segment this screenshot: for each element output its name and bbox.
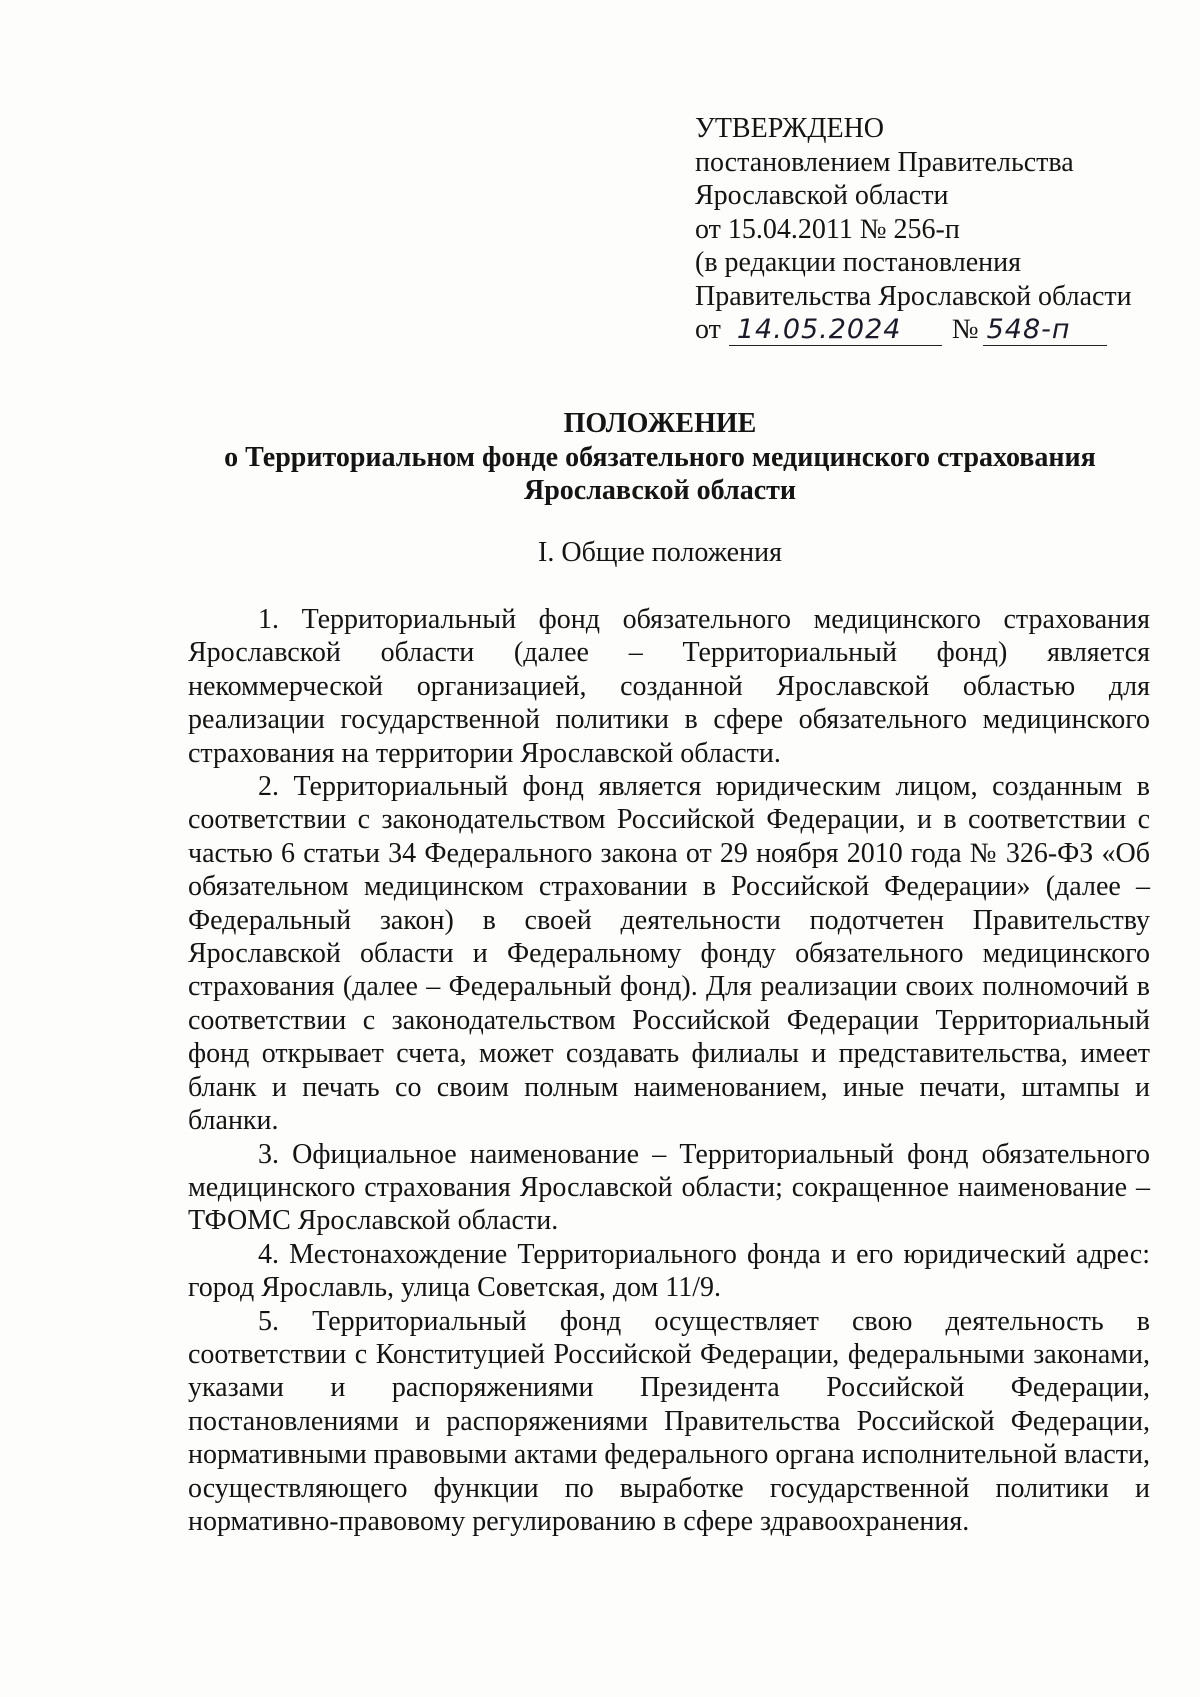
document-title: ПОЛОЖЕНИЕ xyxy=(563,408,757,439)
paragraph-2: 2. Территориальный фонд является юридическим лицом, созданным в соответствии с законодательством Российской Федерации, и в соответствии с частью 6 статьи 34 Федерального закона от 29 ноября 2010 года № 326-ФЗ «Об обязательном медицинском страховании в Российской Федерации» (далее – Федеральный закон) в своей деятельности подотчетен Правительству Ярославской области и Федеральному фонду обязательного медицинского страхования (далее – Федеральный фонд). Для реализации своих полномочий в соответствии с законодательством Российской Федерации Территориальный фонд открывает счета, может создавать филиалы и представительства, имеет бланк и печать со своим полным наименованием, иные печати, штампы и бланки. xyxy=(188,771,1150,1137)
document-subtitle-line2: Ярославской области xyxy=(523,475,797,506)
paragraph-1: 1. Территориальный фонд обязательного медицинского страхования Ярославской области (далее – Территориальный фонд) является некоммерческой организацией, созданной Ярославской областью для реализации государственной политики в сфере обязательного медицинского страхования на территории Ярославской области. xyxy=(188,604,1150,769)
approval-amendment-line xyxy=(695,313,1165,347)
approval-line: от 15.04.2011 № 256-п xyxy=(695,213,960,245)
number-sign: № xyxy=(951,314,979,345)
document-body xyxy=(188,603,1150,1538)
paragraph-5: 5. Территориальный фонд осуществляет свою деятельность в соответствии с Конституцией Российской Федерации, федеральными законами, указами и распоряжениями Президента Российской Федерации, постановлениями и распоряжениями Правительства Российской Федерации, нормативными правовыми актами федерального органа исполнительной власти, осуществляющего функции по выработке государственной политики и нормативно-правовому регулированию в сфере здравоохранения. xyxy=(188,1305,1150,1537)
approval-block xyxy=(695,112,1165,347)
approval-line: постановлением Правительства xyxy=(695,146,1074,178)
handwritten-number: 548-п xyxy=(983,315,1107,346)
paragraph-3: 3. Официальное наименование – Территориальный фонд обязательного медицинского страхования Ярославской области; сокращенное наименование – ТФОМС Ярославской области. xyxy=(188,1138,1150,1237)
approval-heading: УТВЕРЖДЕНО xyxy=(695,113,885,144)
document-subtitle-line1: о Территориальном фонде обязательного медицинского страхования xyxy=(224,442,1096,473)
section-heading: I. Общие положения xyxy=(538,537,782,568)
handwritten-date: 14.05.2024 xyxy=(729,315,942,346)
ot-label: от xyxy=(695,314,721,345)
paragraph-4: 4. Местонахождение Территориального фонда и его юридический адрес: город Ярославль, улица Советская, дом 11/9. xyxy=(188,1238,1150,1304)
approval-line: Ярославской области xyxy=(695,180,949,211)
approval-line: Правительства Ярославской области xyxy=(695,280,1132,312)
approval-line: (в редакции постановления xyxy=(695,247,1022,278)
